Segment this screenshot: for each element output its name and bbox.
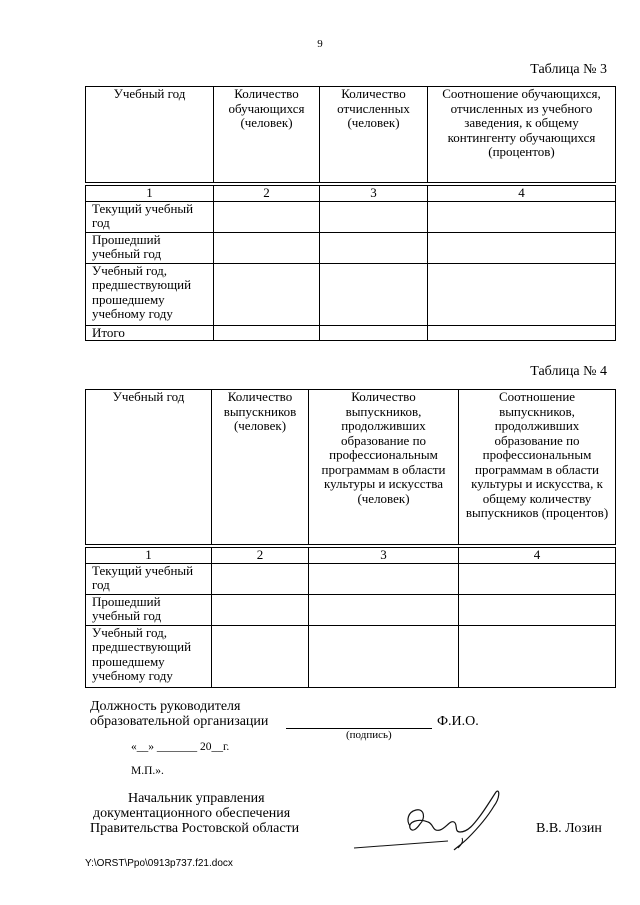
fio-label: Ф.И.О.	[437, 714, 479, 729]
table3-caption: Таблица № 3	[530, 62, 607, 77]
row-label: Текущий учебный год	[86, 201, 214, 232]
official-title-line1: Начальник управления	[128, 791, 265, 806]
row-label: Прошедший учебный год	[86, 594, 212, 625]
table4-caption: Таблица № 4	[530, 364, 607, 379]
table3-header-cell: Учебный год	[86, 87, 214, 183]
row-label: Учебный год, предшествующий прошедшему учебному году	[86, 625, 212, 687]
row-label: Текущий учебный год	[86, 563, 212, 594]
table4-header-cell: Количество выпускников, продолживших образование по профессиональным программам в области культуры и искусства (человек)	[309, 390, 459, 545]
table4-col-number: 4	[459, 548, 616, 564]
table-row	[86, 263, 616, 325]
page-number: 9	[317, 38, 323, 50]
table3-number-row	[86, 186, 616, 202]
position-title-line1: Должность руководителя	[90, 699, 241, 714]
handwritten-signature-icon	[350, 788, 510, 858]
table3-header-cell: Соотношение обучающихся, отчисленных из учебного заведения, к общему контингенту обучающихся (процентов)	[428, 87, 616, 183]
table-row	[86, 325, 616, 341]
table3	[85, 86, 616, 341]
table-row	[86, 594, 616, 625]
table3-col-number: 3	[320, 186, 428, 202]
table3-header-cell: Количество обучающихся (человек)	[214, 87, 320, 183]
position-title-line2: образовательной организации	[90, 714, 269, 729]
stamp-mark: М.П.».	[131, 765, 164, 777]
table4-col-number: 1	[86, 548, 212, 564]
row-label: Итого	[86, 325, 214, 341]
table3-header-row	[86, 87, 616, 183]
table3-header-cell: Количество отчисленных (человек)	[320, 87, 428, 183]
table4-number-row	[86, 548, 616, 564]
table4	[85, 389, 616, 688]
table4-header-cell: Соотношение выпускников, продолживших образование по профессиональным программам в области культуры и искусства, к общему количеству выпускников (процентов)	[459, 390, 616, 545]
signature-hint: (подпись)	[346, 729, 392, 741]
table4-col-number: 3	[309, 548, 459, 564]
row-label: Учебный год, предшествующий прошедшему учебному году	[86, 263, 214, 325]
official-title-line2: документационного обеспечения	[93, 806, 291, 821]
table3-col-number: 1	[86, 186, 214, 202]
date-line: «__» _______ 20__г.	[131, 741, 230, 753]
official-title-line3: Правительства Ростовской области	[90, 821, 300, 836]
table4-header-row	[86, 390, 616, 545]
official-name: В.В. Лозин	[536, 821, 602, 836]
table4-header-cell: Учебный год	[86, 390, 212, 545]
table-row	[86, 563, 616, 594]
table-row	[86, 232, 616, 263]
table-row	[86, 201, 616, 232]
table4-col-number: 2	[212, 548, 309, 564]
table3-col-number: 2	[214, 186, 320, 202]
row-label: Прошедший учебный год	[86, 232, 214, 263]
footer-file-path: Y:\ORST\Ppo\0913p737.f21.docx	[85, 858, 233, 869]
table3-col-number: 4	[428, 186, 616, 202]
table4-header-cell: Количество выпускников (человек)	[212, 390, 309, 545]
table-row	[86, 625, 616, 687]
